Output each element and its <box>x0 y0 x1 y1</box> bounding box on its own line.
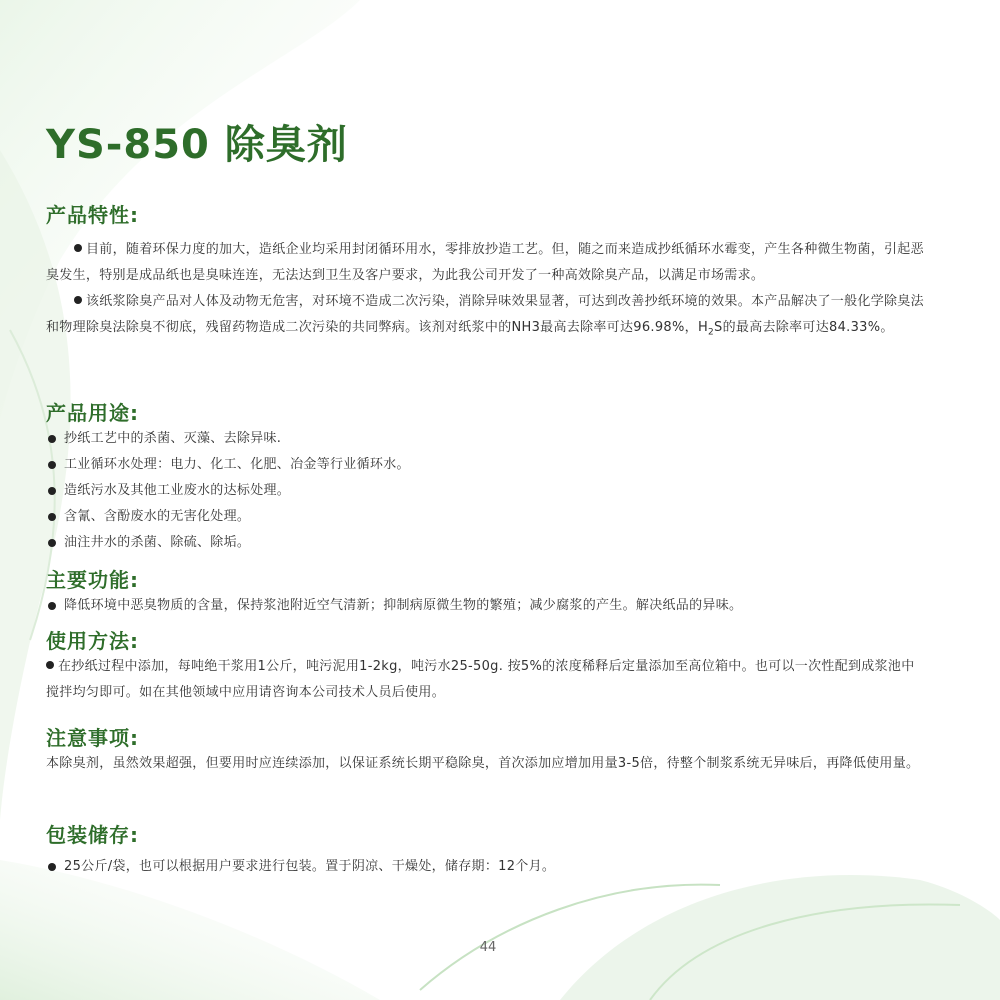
section-usage <box>46 628 926 706</box>
usage-heading: 使用方法: <box>46 629 139 653</box>
bullet-icon <box>74 244 82 252</box>
list-item: 降低环境中恶臭物质的含量，保持浆池附近空气清新；抑制病原微生物的繁殖；减少腐浆的产生。解决纸品的异味。 <box>46 593 926 619</box>
uses-list <box>46 426 926 556</box>
storage-heading: 包装储存: <box>46 823 139 847</box>
bullet-icon <box>48 513 56 521</box>
bullet-icon <box>48 539 56 547</box>
section-notes <box>46 725 926 777</box>
section-uses <box>46 400 926 556</box>
bullet-icon <box>48 435 56 443</box>
bullet-icon <box>48 602 56 610</box>
list-item: 含氰、含酚废水的无害化处理。 <box>46 504 926 530</box>
notes-text: 本除臭剂，虽然效果超强，但要用时应连续添加，以保证系统长期平稳除臭，首次添加应增加用量3-5倍，待整个制浆系统无异味后，再降低使用量。 <box>46 756 920 771</box>
bullet-icon <box>48 863 56 871</box>
bullet-icon <box>48 461 56 469</box>
usage-text: 在抄纸过程中添加，每吨绝干浆用1公斤，吨污泥用1-2kg，吨污水25-50g. 按5%的浓度稀释后定量添加至高位箱中。也可以一次性配到成浆池中搅拌均匀即可。如在其他领域中应用请咨询本公司技术人员后使用。 <box>46 659 915 700</box>
list-item: 工业循环水处理：电力、化工、化肥、冶金等行业循环水。 <box>46 452 926 478</box>
section-functions <box>46 567 926 619</box>
list-item: 造纸污水及其他工业废水的达标处理。 <box>46 478 926 504</box>
functions-list <box>46 593 926 619</box>
uses-heading: 产品用途: <box>46 401 139 425</box>
page-title: YS-850 除臭剂 <box>46 122 348 168</box>
section-features <box>46 202 926 346</box>
list-item: 25公斤/袋，也可以根据用户要求进行包装。置于阴凉、干燥处，储存期：12个月。 <box>46 854 926 880</box>
bullet-icon <box>74 296 82 304</box>
page-number: 44 <box>479 940 497 955</box>
features-paragraph-2: 该纸浆除臭产品对人体及动物无危害，对环境不造成二次污染，消除异味效果显著，可达到改善抄纸环境的效果。本产品解决了一般化学除臭法和物理除臭法除臭不彻底，残留药物造成二次污染的共同弊病。该剂对纸浆中的NH3最高去除率可达96.98%，$H_2S$的最高去除率可达84.33%。 <box>46 294 924 338</box>
storage-list <box>46 854 926 880</box>
features-heading: 产品特性: <box>46 203 139 227</box>
bullet-icon <box>46 661 54 669</box>
functions-heading: 主要功能: <box>46 568 139 592</box>
list-item: 抄纸工艺中的杀菌、灭藻、去除异味. <box>46 426 926 452</box>
bullet-icon <box>48 487 56 495</box>
notes-heading: 注意事项: <box>46 726 139 750</box>
list-item: 油注井水的杀菌、除硫、除垢。 <box>46 530 926 556</box>
section-storage <box>46 822 926 880</box>
features-paragraph-1: 目前，随着环保力度的加大，造纸企业均采用封闭循环用水，零排放抄造工艺。但，随之而来造成抄纸循环水霉变，产生各种微生物菌，引起恶臭发生，特别是成品纸也是臭味连连，无法达到卫生及客户要求，为此我公司开发了一种高效除臭产品，以满足市场需求。 <box>46 242 924 283</box>
